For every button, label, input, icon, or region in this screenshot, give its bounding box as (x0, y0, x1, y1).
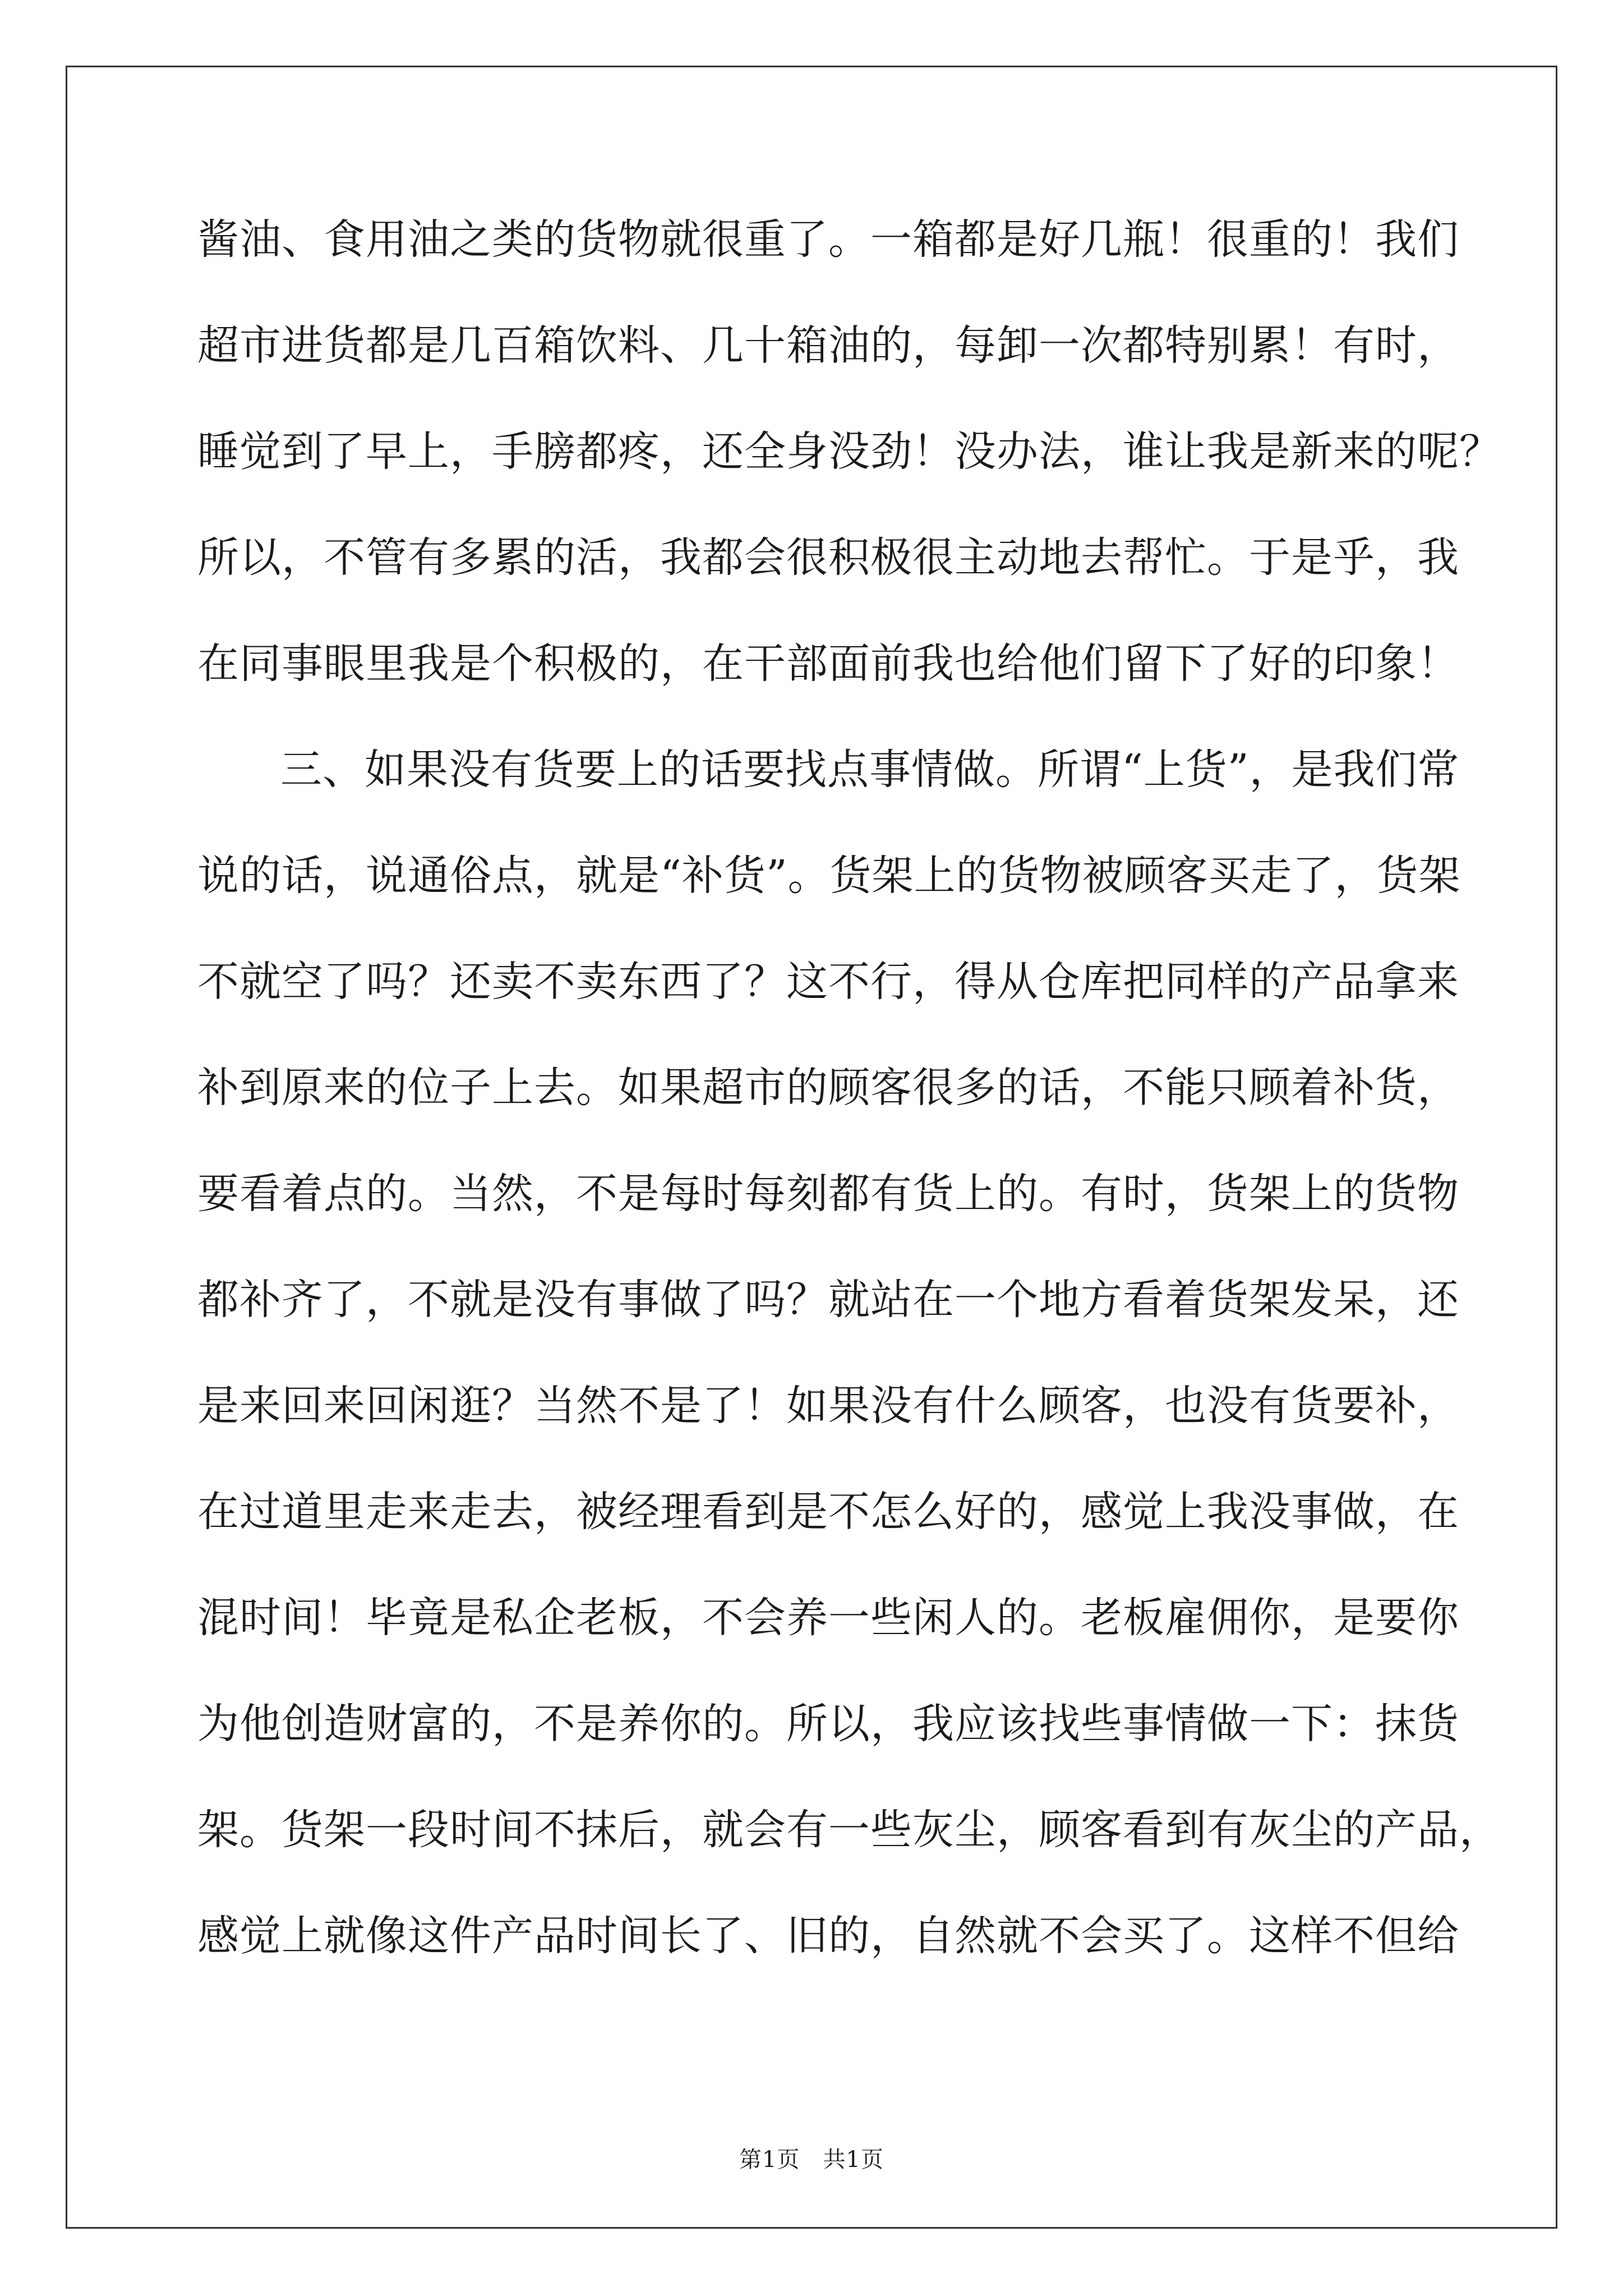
text-line: 睡觉到了早上，手膀都疼，还全身没劲！没办法，谁让我是新来的呢？ (197, 427, 1501, 476)
text-line: 酱油、食用油之类的货物就很重了。一箱都是好几瓶！很重的！我们 (197, 215, 1459, 264)
text-line: 混时间！毕竟是私企老板，不会养一些闲人的。老板雇佣你，是要你 (197, 1594, 1459, 1642)
text-line: 是来回来回闲逛？当然不是了！如果没有什么顾客，也没有货要补， (197, 1382, 1459, 1430)
text-line: 架。货架一段时间不抹后，就会有一些灰尘，顾客看到有灰尘的产品， (197, 1806, 1501, 1854)
page-footer: 第1页 共1页 (739, 2147, 884, 2173)
text-line: 在过道里走来走去，被经理看到是不怎么好的，感觉上我没事做，在 (197, 1488, 1459, 1536)
text-line: 在同事眼里我是个积极的，在干部面前我也给他们留下了好的印象！ (197, 639, 1459, 688)
document-body (197, 213, 1501, 2016)
text-line: 为他创造财富的，不是养你的。所以，我应该找些事情做一下：抹货 (197, 1700, 1459, 1748)
text-line: 要看着点的。当然，不是每时每刻都有货上的。有时，货架上的货物 (197, 1170, 1459, 1218)
text-line: 说的话，说通俗点，就是“补货”。货架上的货物被顾客买走了，货架 (197, 852, 1461, 900)
text-line: 不就空了吗？还卖不卖东西了？这不行，得从仓库把同样的产品拿来 (197, 958, 1459, 1006)
paragraph-start-line: 三、如果没有货要上的话要找点事情做。所谓“上货”，是我们常 (280, 746, 1460, 794)
text-line: 感觉上就像这件产品时间长了、旧的，自然就不会买了。这样不但给 (197, 1912, 1459, 1960)
text-line: 补到原来的位子上去。如果超市的顾客很多的话，不能只顾着补货， (197, 1064, 1459, 1112)
text-line: 所以，不管有多累的活，我都会很积极很主动地去帮忙。于是乎，我 (197, 533, 1459, 582)
text-line: 都补齐了，不就是没有事做了吗？就站在一个地方看着货架发呆，还 (197, 1276, 1459, 1324)
text-line: 超市进货都是几百箱饮料、几十箱油的，每卸一次都特别累！有时， (197, 321, 1459, 370)
